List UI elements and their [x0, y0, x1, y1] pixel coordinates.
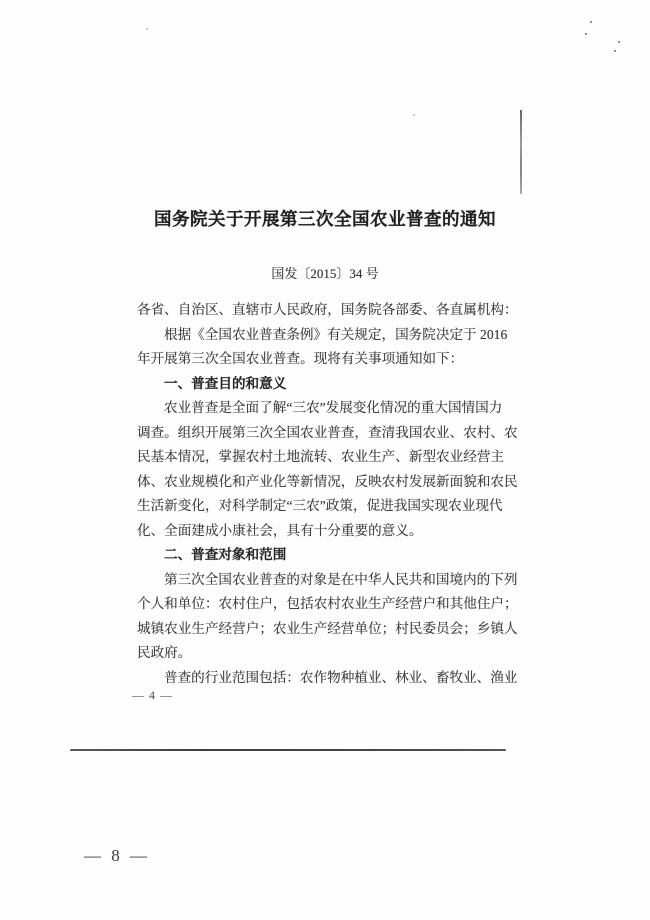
- text-line: 生活新变化，对科学制定“三农”政策，促进我国实现农业现代: [137, 498, 503, 513]
- scan-artifact-vertical-line: [520, 110, 522, 194]
- section-heading: 二、普查对象和范围: [164, 547, 287, 562]
- text-line: 农业普查是全面了解“三农”发展变化情况的重大国情国力: [164, 400, 503, 415]
- section-heading: 一、普查目的和意义: [164, 375, 287, 391]
- scan-speck: [618, 41, 620, 43]
- document-number: 国发〔2015〕34 号: [271, 266, 379, 281]
- footer-page-number: — 8 —: [84, 846, 150, 865]
- text-line: 民基本情况，掌握农村土地流转、农业生产、新型农业经营主: [137, 449, 505, 464]
- text-line: 体、农业规模化和产业化等新情况，反映农村发展新面貌和农民: [137, 473, 518, 489]
- text-line: 民政府。: [137, 645, 192, 660]
- text-line: 年开展第三次全国农业普查。现将有关事项通知如下：: [137, 351, 464, 366]
- text-line: 化、全面建成小康社会，具有十分重要的意义。: [137, 522, 423, 538]
- text-line: 普查的行业范围包括：农作物种植业、林业、畜牧业、渔业: [164, 669, 518, 685]
- document-body: [137, 298, 521, 690]
- text-line: 第三次全国农业普查的对象是在中华人民共和国境内的下列: [164, 571, 518, 587]
- scan-speck: [585, 33, 587, 35]
- scan-speck: [413, 114, 415, 116]
- text-line: 个人和单位：农村住户，包括农村农业生产经营户和其他住户；: [137, 596, 518, 611]
- text-line: 各省、自治区、直辖市人民政府，国务院各部委、各直属机构：: [137, 302, 518, 317]
- scan-speck: [146, 28, 148, 30]
- text-line: 城镇农业生产经营户；农业生产经营单位；村民委员会；乡镇人: [137, 620, 518, 636]
- document-title: 国务院关于开展第三次全国农业普查的通知: [154, 209, 496, 229]
- footer-divider-line: [70, 749, 506, 751]
- text-line: 调查。组织开展第三次全国农业普查，查清我国农业、农村、农: [137, 424, 518, 440]
- scan-speck: [590, 21, 592, 23]
- scan-speck: [614, 50, 616, 52]
- text-line: 根据《全国农业普查条例》有关规定，国务院决定于 2016: [164, 326, 508, 342]
- inner-page-number: — 4 —: [132, 688, 173, 702]
